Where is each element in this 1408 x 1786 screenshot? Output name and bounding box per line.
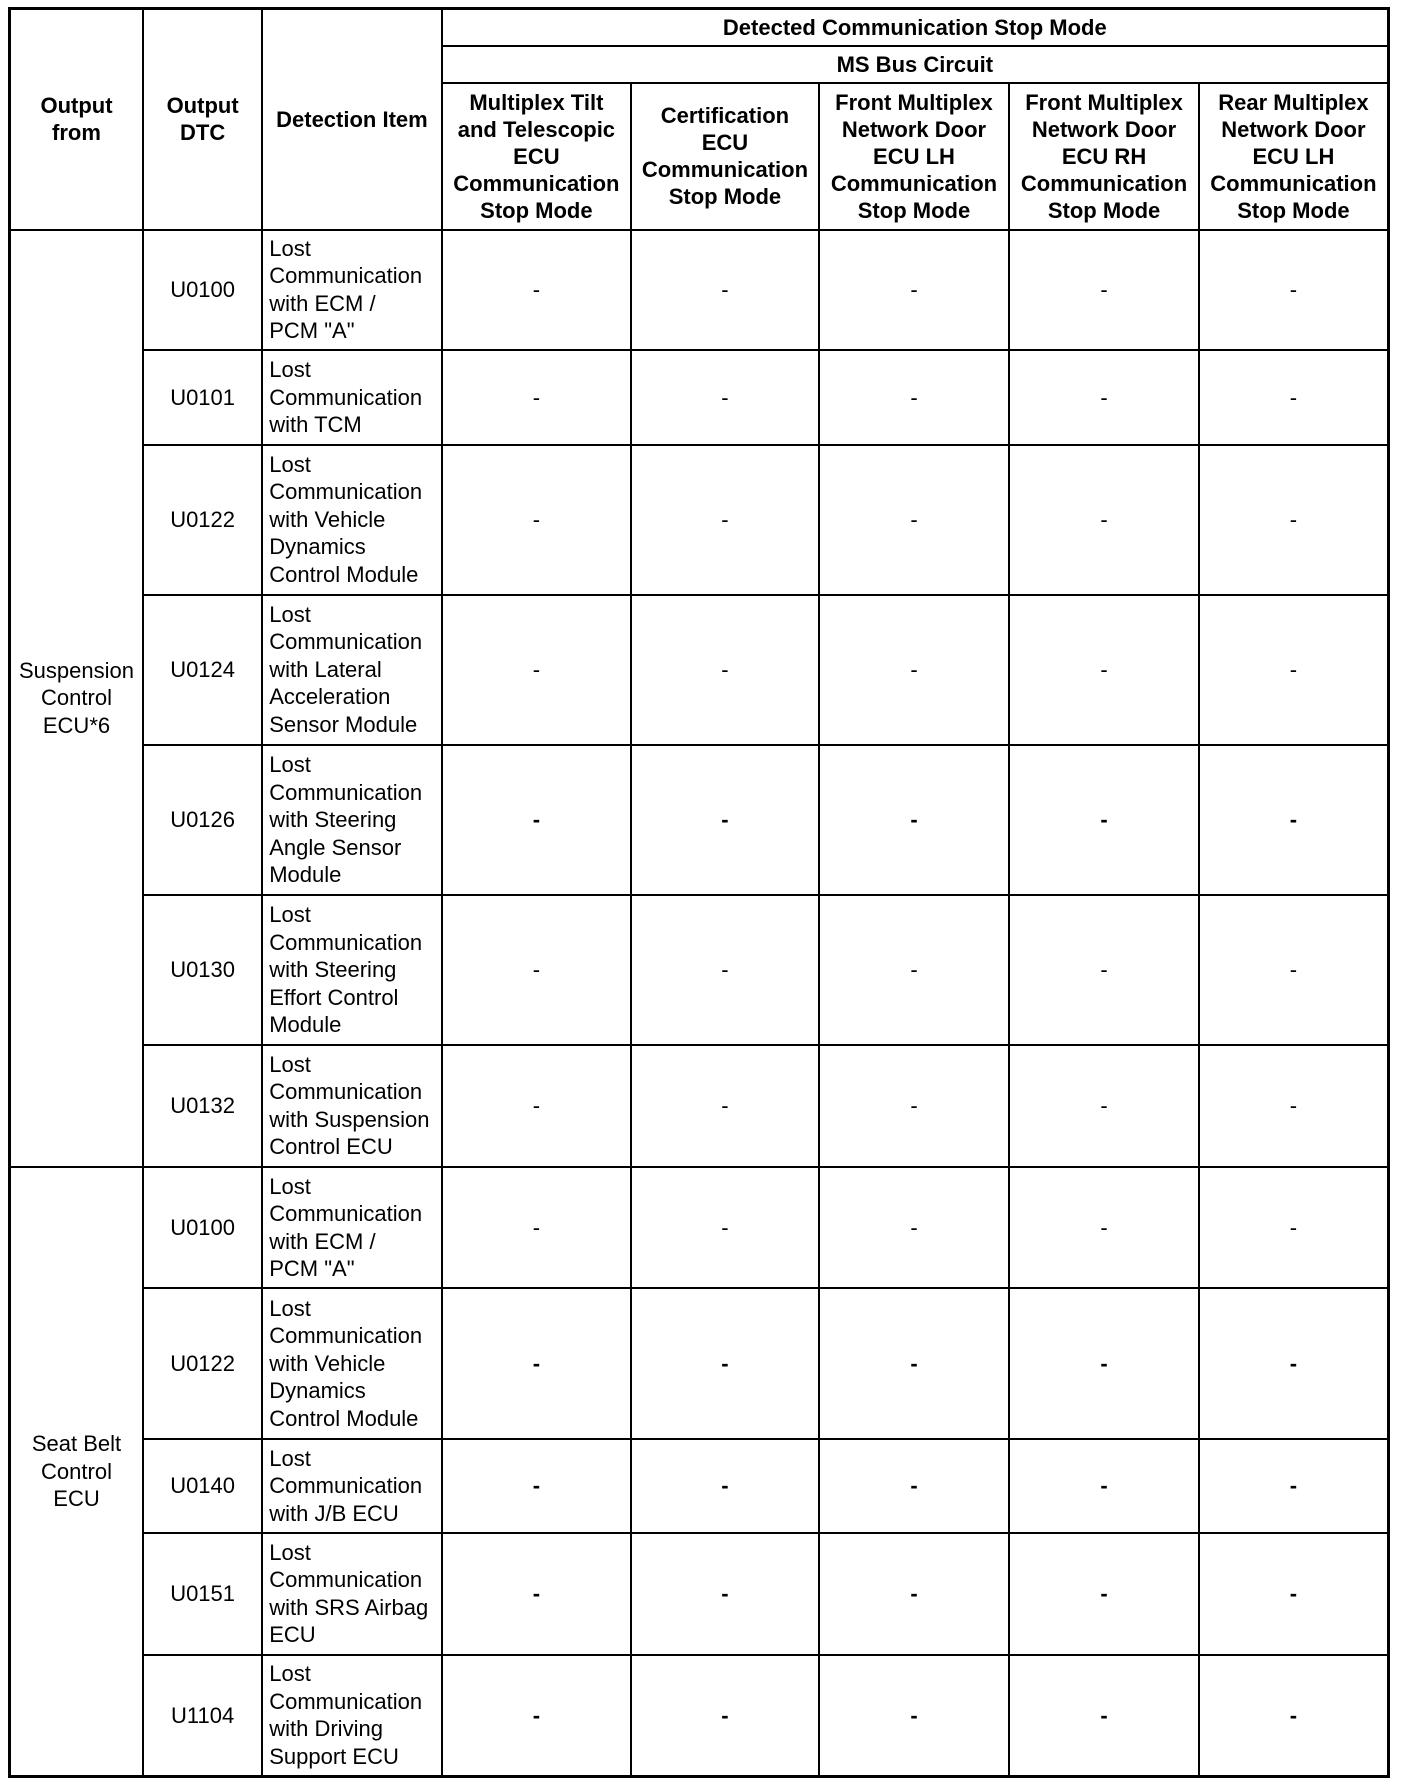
dtc-cell: U0151 <box>143 1533 262 1655</box>
stop-mode-cell: - <box>819 1167 1010 1289</box>
stop-mode-cell: - <box>819 1533 1010 1655</box>
stop-mode-cell: - <box>631 445 819 595</box>
header-row-1 <box>10 9 1389 46</box>
stop-mode-cell: - <box>631 1167 819 1289</box>
stop-mode-cell: - <box>819 230 1010 351</box>
output-from-cell: Suspension Control ECU*6 <box>10 230 144 1167</box>
communication-stop-mode-table <box>8 7 1390 1778</box>
stop-mode-cell: - <box>631 895 819 1045</box>
stop-mode-cell: - <box>1009 1045 1199 1167</box>
stop-mode-cell: - <box>442 230 632 351</box>
stop-mode-cell: - <box>1199 1167 1389 1289</box>
stop-mode-cell: - <box>1199 1533 1389 1655</box>
stop-mode-cell: - <box>819 745 1010 895</box>
table-row <box>10 445 1389 595</box>
stop-mode-cell: - <box>1009 1439 1199 1533</box>
stop-mode-cell: - <box>1009 595 1199 745</box>
dtc-cell: U0130 <box>143 895 262 1045</box>
dtc-cell: U1104 <box>143 1655 262 1777</box>
table-row <box>10 1167 1389 1289</box>
dtc-cell: U0100 <box>143 1167 262 1289</box>
table-row <box>10 350 1389 444</box>
detection-item-cell: Lost Communication with SRS Airbag ECU <box>262 1533 441 1655</box>
dtc-cell: U0126 <box>143 745 262 895</box>
table-row <box>10 1533 1389 1655</box>
stop-mode-cell: - <box>631 745 819 895</box>
dtc-cell: U0100 <box>143 230 262 351</box>
table-header <box>10 9 1389 230</box>
stop-mode-cell: - <box>631 595 819 745</box>
dtc-cell: U0101 <box>143 350 262 444</box>
dtc-cell: U0124 <box>143 595 262 745</box>
mode-header-front-door-lh: Front Multiplex Network Door ECU LH Communication Stop Mode <box>819 83 1010 230</box>
stop-mode-cell: - <box>442 350 632 444</box>
stop-mode-cell: - <box>1199 1655 1389 1777</box>
stop-mode-cell: - <box>819 1439 1010 1533</box>
detection-item-cell: Lost Communication with Vehicle Dynamics Control Module <box>262 1288 441 1438</box>
detection-item-cell: Lost Communication with J/B ECU <box>262 1439 441 1533</box>
dtc-cell: U0122 <box>143 445 262 595</box>
mode-header-rear-door-lh: Rear Multiplex Network Door ECU LH Communication Stop Mode <box>1199 83 1389 230</box>
table-row <box>10 1655 1389 1777</box>
stop-mode-cell: - <box>442 1655 632 1777</box>
dtc-cell: U0122 <box>143 1288 262 1438</box>
stop-mode-cell: - <box>442 1439 632 1533</box>
detection-item-cell: Lost Communication with Lateral Acceleration Sensor Module <box>262 595 441 745</box>
stop-mode-cell: - <box>819 1045 1010 1167</box>
stop-mode-cell: - <box>819 595 1010 745</box>
dtc-cell: U0140 <box>143 1439 262 1533</box>
stop-mode-cell: - <box>442 895 632 1045</box>
stop-mode-cell: - <box>631 1533 819 1655</box>
stop-mode-cell: - <box>1009 1533 1199 1655</box>
stop-mode-cell: - <box>631 1655 819 1777</box>
output-dtc-header: Output DTC <box>143 9 262 230</box>
stop-mode-cell: - <box>1199 350 1389 444</box>
stop-mode-cell: - <box>442 1167 632 1289</box>
stop-mode-cell: - <box>442 745 632 895</box>
stop-mode-cell: - <box>1199 1288 1389 1438</box>
dtc-cell: U0132 <box>143 1045 262 1167</box>
detection-item-cell: Lost Communication with Driving Support ECU <box>262 1655 441 1777</box>
table-row <box>10 895 1389 1045</box>
stop-mode-cell: - <box>819 895 1010 1045</box>
table-row <box>10 1045 1389 1167</box>
table-row <box>10 230 1389 351</box>
stop-mode-cell: - <box>819 1288 1010 1438</box>
output-from-header: Output from <box>10 9 144 230</box>
detection-item-cell: Lost Communication with TCM <box>262 350 441 444</box>
stop-mode-cell: - <box>631 1045 819 1167</box>
stop-mode-cell: - <box>442 1288 632 1438</box>
stop-mode-cell: - <box>442 445 632 595</box>
table-row <box>10 1288 1389 1438</box>
stop-mode-cell: - <box>1009 445 1199 595</box>
stop-mode-cell: - <box>442 595 632 745</box>
stop-mode-cell: - <box>1199 445 1389 595</box>
stop-mode-cell: - <box>1199 230 1389 351</box>
detected-communication-stop-mode-header: Detected Communication Stop Mode <box>442 9 1389 46</box>
stop-mode-cell: - <box>442 1533 632 1655</box>
mode-header-front-door-rh: Front Multiplex Network Door ECU RH Communication Stop Mode <box>1009 83 1199 230</box>
stop-mode-cell: - <box>1009 230 1199 351</box>
detection-item-cell: Lost Communication with ECM / PCM "A" <box>262 1167 441 1289</box>
stop-mode-cell: - <box>1199 595 1389 745</box>
stop-mode-cell: - <box>1009 895 1199 1045</box>
stop-mode-cell: - <box>1199 1439 1389 1533</box>
stop-mode-cell: - <box>631 350 819 444</box>
detection-item-cell: Lost Communication with ECM / PCM "A" <box>262 230 441 351</box>
stop-mode-cell: - <box>819 445 1010 595</box>
stop-mode-cell: - <box>819 1655 1010 1777</box>
detection-item-cell: Lost Communication with Steering Angle Sensor Module <box>262 745 441 895</box>
detection-item-cell: Lost Communication with Steering Effort Control Module <box>262 895 441 1045</box>
detection-item-header: Detection Item <box>262 9 441 230</box>
detection-item-cell: Lost Communication with Vehicle Dynamics Control Module <box>262 445 441 595</box>
detection-item-cell: Lost Communication with Suspension Control ECU <box>262 1045 441 1167</box>
stop-mode-cell: - <box>631 1439 819 1533</box>
stop-mode-cell: - <box>1009 1288 1199 1438</box>
stop-mode-cell: - <box>1009 1655 1199 1777</box>
ms-bus-circuit-header: MS Bus Circuit <box>442 46 1389 83</box>
table-body <box>10 230 1389 1777</box>
stop-mode-cell: - <box>1009 1167 1199 1289</box>
table-row <box>10 745 1389 895</box>
mode-header-certification: Certification ECU Communication Stop Mode <box>631 83 819 230</box>
stop-mode-cell: - <box>1199 745 1389 895</box>
stop-mode-cell: - <box>819 350 1010 444</box>
output-from-cell: Seat Belt Control ECU <box>10 1167 144 1777</box>
table-row <box>10 1439 1389 1533</box>
stop-mode-cell: - <box>1199 895 1389 1045</box>
stop-mode-cell: - <box>631 230 819 351</box>
stop-mode-cell: - <box>1009 745 1199 895</box>
stop-mode-cell: - <box>631 1288 819 1438</box>
stop-mode-cell: - <box>1009 350 1199 444</box>
table-row <box>10 595 1389 745</box>
mode-header-tilt-telescopic: Multiplex Tilt and Telescopic ECU Communication Stop Mode <box>442 83 632 230</box>
stop-mode-cell: - <box>1199 1045 1389 1167</box>
stop-mode-cell: - <box>442 1045 632 1167</box>
